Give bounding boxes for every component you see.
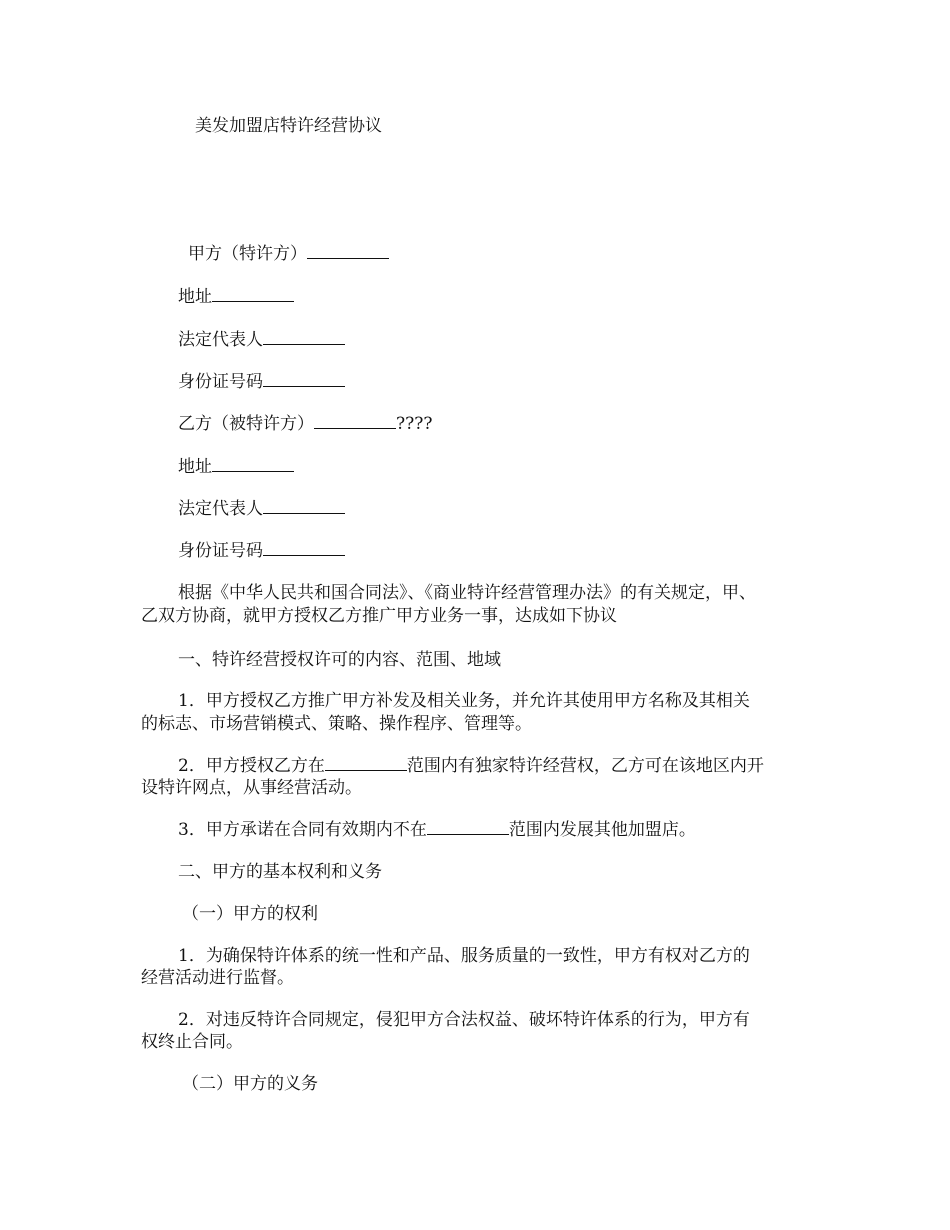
- section2-right2-line2: 权终止合同。: [141, 1032, 243, 1052]
- party-b-suffix: ????: [396, 414, 433, 434]
- party-a-rep-label: 法定代表人: [178, 330, 263, 350]
- party-a-rep-blank: [263, 328, 345, 345]
- section1-item3-pre: 3．甲方承诺在合同有效期内不在: [178, 820, 427, 840]
- section1-item1-line1: 1．甲方授权乙方推广甲方补发及相关业务，并允许其使用甲方名称及其相关: [178, 691, 750, 711]
- party-a-line: [188, 242, 389, 266]
- party-a-address-blank: [212, 285, 294, 302]
- party-a-address-line: [178, 285, 294, 309]
- section1-item3-blank: [427, 818, 509, 835]
- party-a-rep-line: [178, 328, 345, 352]
- party-b-rep-blank: [263, 497, 345, 514]
- party-b-address-blank: [212, 455, 294, 472]
- party-b-rep-line: [178, 497, 345, 521]
- party-b-id-label: 身份证号码: [178, 541, 263, 561]
- party-a-id-blank: [263, 370, 345, 387]
- party-a-blank: [307, 242, 389, 259]
- section1-item2-line1: [178, 754, 764, 778]
- section1-item3-line: [178, 818, 696, 842]
- section1-item2-blank: [325, 754, 407, 771]
- party-b-id-blank: [263, 539, 345, 556]
- section2-heading: 二、甲方的基本权利和义务: [178, 862, 382, 882]
- section2-sub1: （一）甲方的权利: [182, 904, 318, 924]
- document-title: 美发加盟店特许经营协议: [195, 116, 382, 136]
- party-a-id-label: 身份证号码: [178, 372, 263, 392]
- section2-right2-line1: 2．对违反特许合同规定，侵犯甲方合法权益、破坏特许体系的行为，甲方有: [178, 1010, 750, 1030]
- party-b-address-label: 地址: [178, 457, 212, 477]
- section1-item2-post: 范围内有独家特许经营权，乙方可在该地区内开: [406, 756, 764, 776]
- section2-sub2: （二）甲方的义务: [182, 1074, 318, 1094]
- section1-heading: 一、特许经营授权许可的内容、范围、地域: [178, 650, 501, 670]
- section2-right1-line2: 经营活动进行监督。: [141, 968, 294, 988]
- section1-item1-line2: 的标志、市场营销模式、策略、操作程序、管理等。: [141, 714, 532, 734]
- party-b-address-line: [178, 455, 294, 479]
- section2-right1-line1: 1．为确保特许体系的统一性和产品、服务质量的一致性，甲方有权对乙方的: [178, 946, 750, 966]
- intro-line-1: 根据《中华人民共和国合同法》、《商业特许经营管理办法》的有关规定，甲、: [178, 583, 756, 603]
- party-b-line: [178, 412, 432, 436]
- section1-item3-post: 范围内发展其他加盟店。: [508, 820, 696, 840]
- party-b-label: 乙方（被特许方）: [178, 414, 314, 434]
- party-a-id-line: [178, 370, 345, 394]
- party-b-rep-label: 法定代表人: [178, 499, 263, 519]
- party-b-blank: [314, 412, 396, 429]
- party-b-id-line: [178, 539, 345, 563]
- party-a-label: 甲方（特许方）: [188, 244, 307, 264]
- intro-line-2: 乙双方协商，就甲方授权乙方推广甲方业务一事，达成如下协议: [141, 606, 617, 626]
- party-a-address-label: 地址: [178, 287, 212, 307]
- section1-item2-line2: 设特许网点，从事经营活动。: [141, 778, 362, 798]
- section1-item2-pre: 2．甲方授权乙方在: [178, 756, 325, 776]
